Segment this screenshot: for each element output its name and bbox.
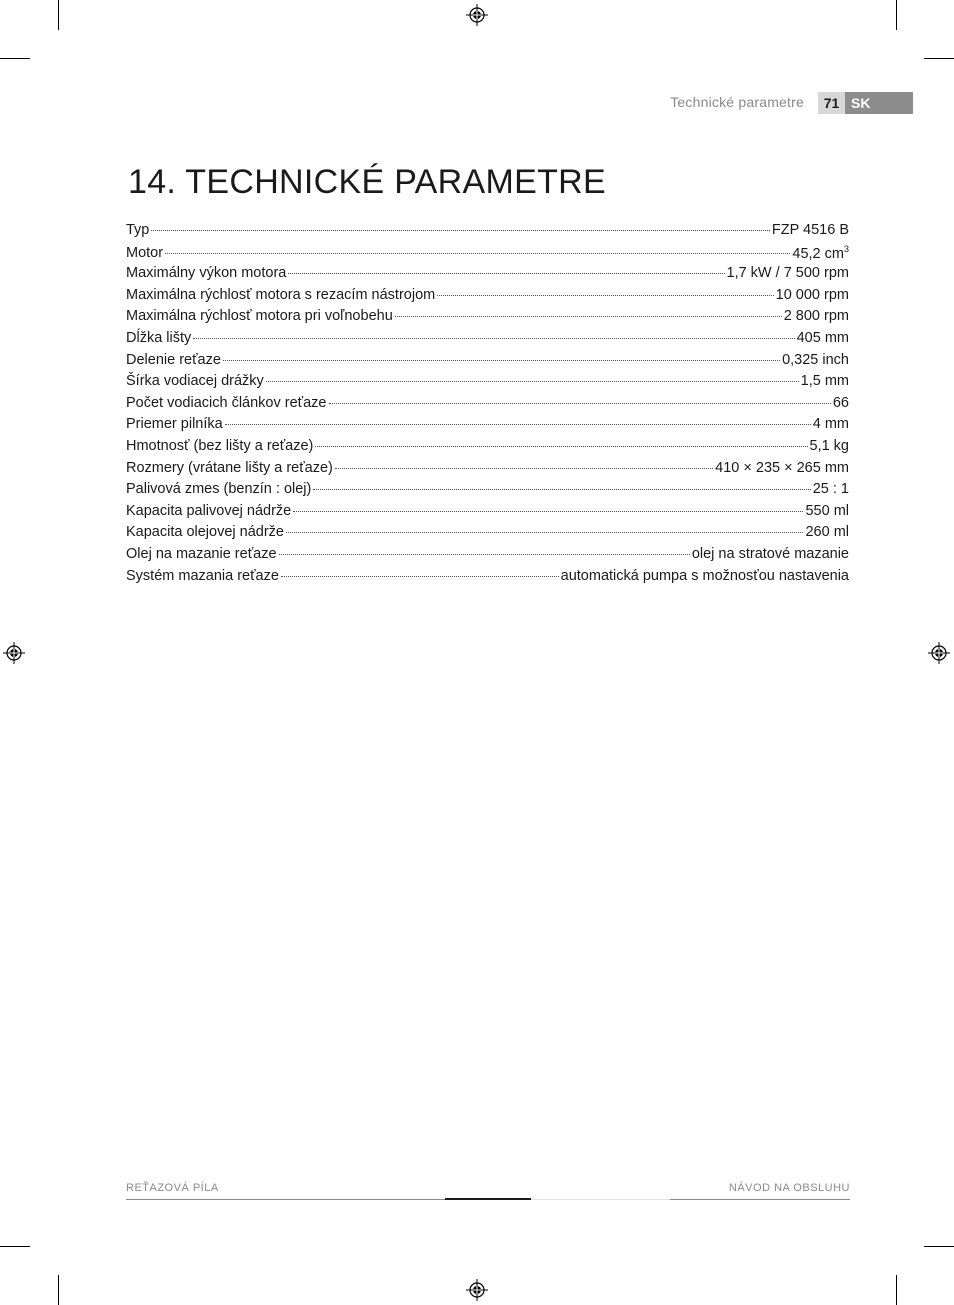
spec-value-text: 1,7 kW / 7 500 rpm (726, 265, 849, 282)
dot-leader (437, 294, 773, 296)
crop-mark (0, 58, 30, 59)
spec-value (813, 481, 849, 497)
crop-mark (896, 0, 897, 30)
spec-value-text: 550 ml (805, 502, 849, 519)
dot-leader (151, 229, 770, 231)
footer-rule-accent (445, 1198, 531, 1200)
spec-row (126, 330, 849, 352)
spec-row (126, 395, 849, 417)
dot-leader (281, 575, 559, 577)
dot-leader (193, 337, 794, 339)
dot-leader (335, 467, 713, 469)
spec-value (715, 460, 849, 476)
spec-label: Hmotnosť (bez lišty a reťaze) (126, 437, 314, 454)
spec-value (805, 524, 849, 540)
spec-row (126, 481, 849, 503)
spec-row (126, 503, 849, 525)
spec-label: Dĺžka lišty (126, 329, 192, 346)
spec-label: Priemer pilníka (126, 416, 223, 433)
spec-row (126, 244, 849, 266)
dot-leader (223, 359, 780, 361)
crop-mark (58, 0, 59, 30)
spec-value (772, 222, 849, 238)
spec-label: Maximálna rýchlosť motora s rezacím nástrojom (126, 286, 436, 303)
crop-mark (924, 58, 954, 59)
footer-rule-light (531, 1199, 670, 1200)
spec-row (126, 265, 849, 287)
spec-value-text: 25 : 1 (812, 481, 849, 498)
dot-leader (286, 531, 803, 533)
spec-value (792, 244, 849, 262)
spec-label: Maximálny výkon motora (126, 265, 287, 282)
dot-leader (293, 510, 803, 512)
spec-value (833, 395, 849, 411)
spec-value (797, 330, 849, 346)
spec-label: Maximálna rýchlosť motora pri voľnobehu (126, 308, 393, 325)
spec-value-text: 410 × 235 × 265 mm (715, 459, 849, 476)
spec-row (126, 460, 849, 482)
spec-label: Kapacita olejovej nádrže (126, 524, 284, 541)
spec-label: Systém mazania reťaze (126, 567, 279, 584)
spec-label: Rozmery (vrátane lišty a reťaze) (126, 459, 333, 476)
dot-leader (165, 252, 790, 254)
spec-value-text: 2 800 rpm (783, 308, 849, 325)
spec-row (126, 546, 849, 568)
spec-row (126, 222, 849, 244)
spec-value (801, 373, 849, 389)
spec-list (126, 222, 849, 589)
dot-leader (329, 402, 831, 404)
spec-value-text: 405 mm (796, 329, 849, 346)
spec-label: Šírka vodiacej drážky (126, 373, 264, 390)
registration-mark-icon (928, 642, 950, 664)
spec-value-text: 66 (832, 394, 849, 411)
spec-value-text: 5,1 kg (809, 437, 849, 454)
spec-value-text: 0,325 inch (782, 351, 849, 368)
dot-leader (395, 315, 782, 317)
spec-value-text: 4 mm (812, 416, 849, 433)
crop-mark (58, 1275, 59, 1305)
spec-value-text: 45,2 cm (792, 245, 844, 262)
spec-value (561, 568, 849, 584)
spec-row (126, 568, 849, 590)
spec-value (776, 287, 849, 303)
registration-mark-icon (466, 4, 488, 26)
dot-leader (266, 380, 799, 382)
spec-row (126, 287, 849, 309)
crop-mark (0, 1246, 30, 1247)
spec-value-text: olej na stratové mazanie (691, 545, 849, 562)
spec-value-text: 1,5 mm (800, 373, 849, 390)
spec-row (126, 524, 849, 546)
crop-mark (924, 1246, 954, 1247)
spec-label: Motor (126, 245, 164, 262)
spec-value-text: FZP 4516 B (771, 222, 849, 238)
spec-row (126, 373, 849, 395)
spec-value (784, 308, 849, 324)
spec-row (126, 352, 849, 374)
spec-value (692, 546, 849, 562)
spec-value-text: 10 000 rpm (775, 286, 849, 303)
spec-row (126, 416, 849, 438)
footer-rule (670, 1199, 850, 1200)
language-tab: SK (845, 92, 913, 114)
spec-label: Delenie reťaze (126, 351, 221, 368)
registration-mark-icon (466, 1279, 488, 1301)
spec-value (782, 352, 849, 368)
dot-leader (225, 423, 811, 425)
footer-product-name: REŤAZOVÁ PÍLA (126, 1182, 219, 1194)
spec-value-text: automatická pumpa s možnosťou nastavenia (560, 567, 849, 584)
spec-label: Typ (126, 222, 150, 238)
dot-leader (288, 272, 724, 274)
spec-label: Počet vodiacich článkov reťaze (126, 394, 327, 411)
spec-row (126, 438, 849, 460)
spec-label: Kapacita palivovej nádrže (126, 502, 292, 519)
page-title: 14. TECHNICKÉ PARAMETRE (128, 163, 606, 201)
spec-label: Palivová zmes (benzín : olej) (126, 481, 312, 498)
registration-mark-icon (3, 642, 25, 664)
crop-mark (896, 1275, 897, 1305)
spec-value-text: 260 ml (805, 524, 849, 541)
spec-value (805, 503, 849, 519)
footer-manual-name: NÁVOD NA OBSLUHU (728, 1182, 850, 1194)
dot-leader (313, 488, 810, 490)
page-number: 71 (818, 92, 845, 114)
header-section-title: Technické parametre (670, 94, 804, 110)
dot-leader (315, 445, 807, 447)
dot-leader (279, 553, 690, 555)
spec-row (126, 308, 849, 330)
spec-value (727, 265, 850, 281)
spec-value (813, 416, 849, 432)
spec-value (810, 438, 850, 454)
spec-value-superscript: 3 (843, 243, 849, 254)
footer-rule (126, 1199, 445, 1200)
spec-label: Olej na mazanie reťaze (126, 545, 277, 562)
